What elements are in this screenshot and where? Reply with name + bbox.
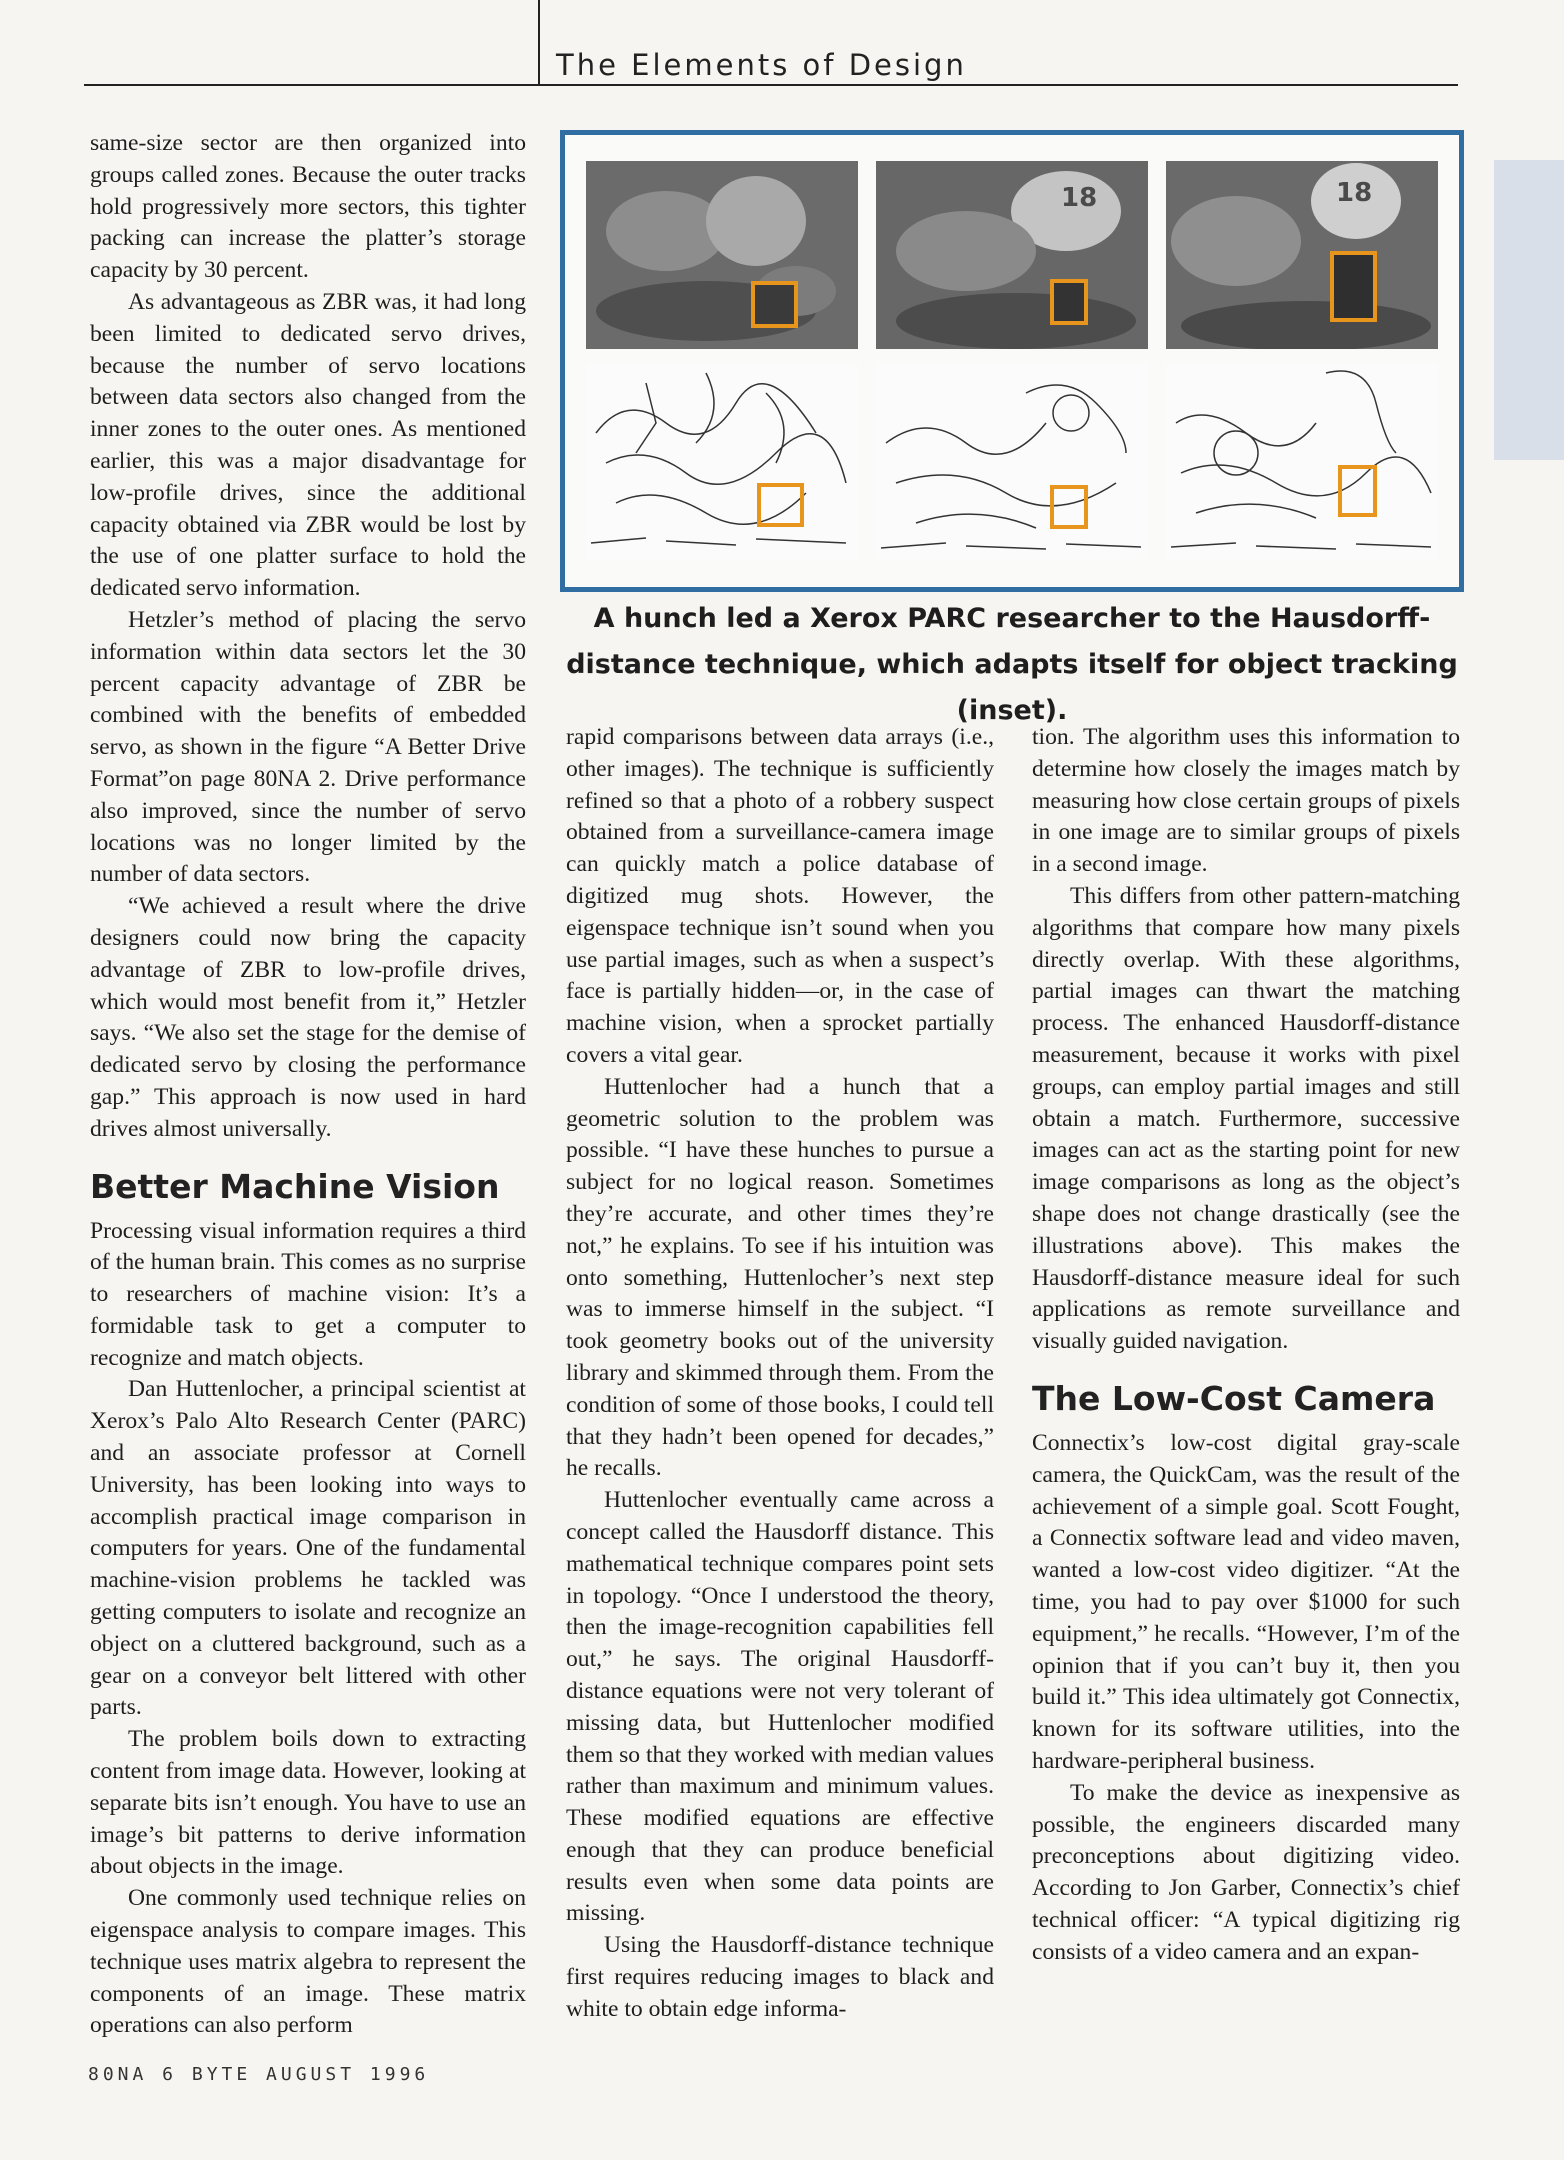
section-title: The Elements of Design bbox=[556, 48, 967, 82]
figure-caption: A hunch led a Xerox PARC researcher to the Hausdorff-distance technique, which adapts itself for object tracking (inset). bbox=[566, 603, 1458, 726]
header-rule bbox=[84, 84, 1458, 86]
col1-paragraph-3: Hetzler’s method of placing the servo information within data sectors let the 30 percent capacity advantage of ZBR be combined with the benefits of embedded servo, as shown in the figure “A Better Drive Format”on page 80NA 2. Drive performance also improved, since the number of servo locations was no longer limited by the number of data sectors. bbox=[90, 606, 526, 888]
col1-paragraph-4: “We achieved a result where the drive designers could now bring the capacity advantage of ZBR to low-profile drives, which would most benefit from it,” Hetzler says. “We also set the stage for the demise of dedicated servo by closing the performance gap.” This approach is now used in hard drives almost universally. bbox=[90, 893, 526, 1142]
edge-map-3 bbox=[1166, 363, 1438, 559]
col3-paragraph-4: To make the device as inexpensive as possible, the engineers discarded many preconceptions about digitizing video. According to Jon Garber, Connectix’s chief technical officer: “A typical digitizing rig consists of a video camera and an expan- bbox=[1032, 1779, 1460, 1965]
col3-paragraph-2: This differs from other pattern-matching algorithms that compare how many pixels directly overlap. With these algorithms, partial images can thwart the matching process. The enhanced Hausdorff-distance measurement, because it works with pixel groups, can employ partial images and still obtain a match. Furthermore, successive images can act as the starting point for new image comparisons as long as the object’s shape does not change drastically (see the illustrations above). This makes the Hausdorff-distance measure ideal for such applications as remote surveillance and visually guided navigation. bbox=[1032, 882, 1460, 1355]
column-2 bbox=[566, 722, 994, 2026]
col1-paragraph-6: Dan Huttenlocher, a principal scientist at Xerox’s Palo Alto Research Center (PARC) and an associate professor at Cornell University, has been looking into ways to accomplish practical image comparison in computers for years. One of the fundamental machine-vision problems he tackled was getting computers to isolate and recognize an object on a cluttered background, such as a gear on a conveyor belt littered with other parts. bbox=[90, 1376, 526, 1721]
col3-paragraph-1: tion. The algorithm uses this information to determine how closely the images match by measuring how close certain groups of pixels in one image are to similar groups of pixels in a second image. bbox=[1032, 724, 1460, 878]
edge-map-2 bbox=[876, 363, 1148, 559]
col1-paragraph-7: The problem boils down to extracting content from image data. However, looking at separate bits isn’t enough. You have to use an image’s bit patterns to derive information about objects in the image. bbox=[90, 1726, 526, 1880]
heading-low-cost-camera: The Low-Cost Camera bbox=[1032, 1378, 1436, 1418]
column-3 bbox=[1032, 722, 1460, 1968]
photo-frame-2 bbox=[876, 161, 1148, 349]
figure-frame bbox=[560, 130, 1464, 592]
col2-paragraph-2: Huttenlocher had a hunch that a geometric solution to the problem was possible. “I have these hunches to pursue a subject for no logical reason. Sometimes they’re accurate, and other times they’re not,” he explains. To see if his intuition was onto something, Huttenlocher’s next step was to immerse himself in the subject. “I took geometry books out of the university library and skimmed through them. From the condition of some of those books, I could tell that they hadn’t been opened for decades,” he recalls. bbox=[566, 1073, 994, 1482]
edge-map-1 bbox=[586, 363, 858, 559]
col2-paragraph-1: rapid comparisons between data arrays (i.e., other images). The technique is sufficiently refined so that a photo of a robbery suspect obtained from a surveillance-camera image can quickly match a police database of digitized mug shots. However, the eigenspace technique isn’t sound when you use partial images, such as when a suspect’s face is partially hidden—or, in the case of machine vision, when a sprocket partially covers a vital gear. bbox=[566, 724, 994, 1068]
page-edge-tint bbox=[1494, 160, 1564, 460]
column-1 bbox=[90, 128, 526, 2042]
col2-paragraph-4: Using the Hausdorff-distance technique first requires reducing images to black and white to obtain edge informa- bbox=[566, 1932, 994, 2022]
heading-better-machine-vision: Better Machine Vision bbox=[90, 1166, 500, 1206]
svg-text:18: 18 bbox=[1061, 183, 1098, 213]
col1-paragraph-8: One commonly used technique relies on eigenspace analysis to compare images. This technique uses matrix algebra to represent the components of an image. These matrix operations can also perform bbox=[90, 1885, 526, 2039]
page-footer: 80NA 6 BYTE AUGUST 1996 bbox=[88, 2064, 430, 2085]
header-vertical-rule bbox=[538, 0, 540, 84]
col1-paragraph-2: As advantageous as ZBR was, it had long been limited to dedicated servo drives, because the number of servo locations between data sectors also changed from the inner zones to the outer ones. As mentioned earlier, this was a major disadvantage for low-profile drives, since the additional capacity obtained via ZBR would be lost by the use of one platter surface to hold the dedicated servo information. bbox=[90, 288, 526, 602]
photo-frame-3 bbox=[1166, 161, 1438, 349]
col1-paragraph-1: same-size sector are then organized into groups called zones. Because the outer tracks hold progressively more sectors, this tighter packing can increase the platter’s storage capacity by 30 percent. bbox=[90, 130, 526, 284]
col2-paragraph-3: Huttenlocher eventually came across a concept called the Hausdorff distance. This mathematical technique compares point sets in topology. “Once I understood the theory, then the image-recognition capabilities fell out,” he says. The original Hausdorff-distance equations were not very tolerant of missing data, but Huttenlocher modified them so that they worked with median values rather than maximum and minimum values. These modified equations are effective enough that they can produce beneficial results even when some data points are missing. bbox=[566, 1487, 994, 1927]
col1-paragraph-5: Processing visual information requires a third of the human brain. This comes as no surprise to researchers of machine vision: It’s a formidable task to get a computer to recognize and match objects. bbox=[90, 1217, 526, 1371]
photo-frame-1 bbox=[586, 161, 858, 349]
svg-text:18: 18 bbox=[1336, 178, 1373, 208]
col3-paragraph-3: Connectix’s low-cost digital gray-scale camera, the QuickCam, was the result of the achievement of a simple goal. Scott Fought, a Connectix software lead and video maven, wanted a low-cost video digitizer. “At the time, you had to pay over $1000 for such equipment,” he recalls. “However, I’m of the opinion that if you can’t buy it, then you build it.” This idea ultimately got Connectix, known for its software utilities, into the hardware-peripheral business. bbox=[1032, 1429, 1460, 1774]
